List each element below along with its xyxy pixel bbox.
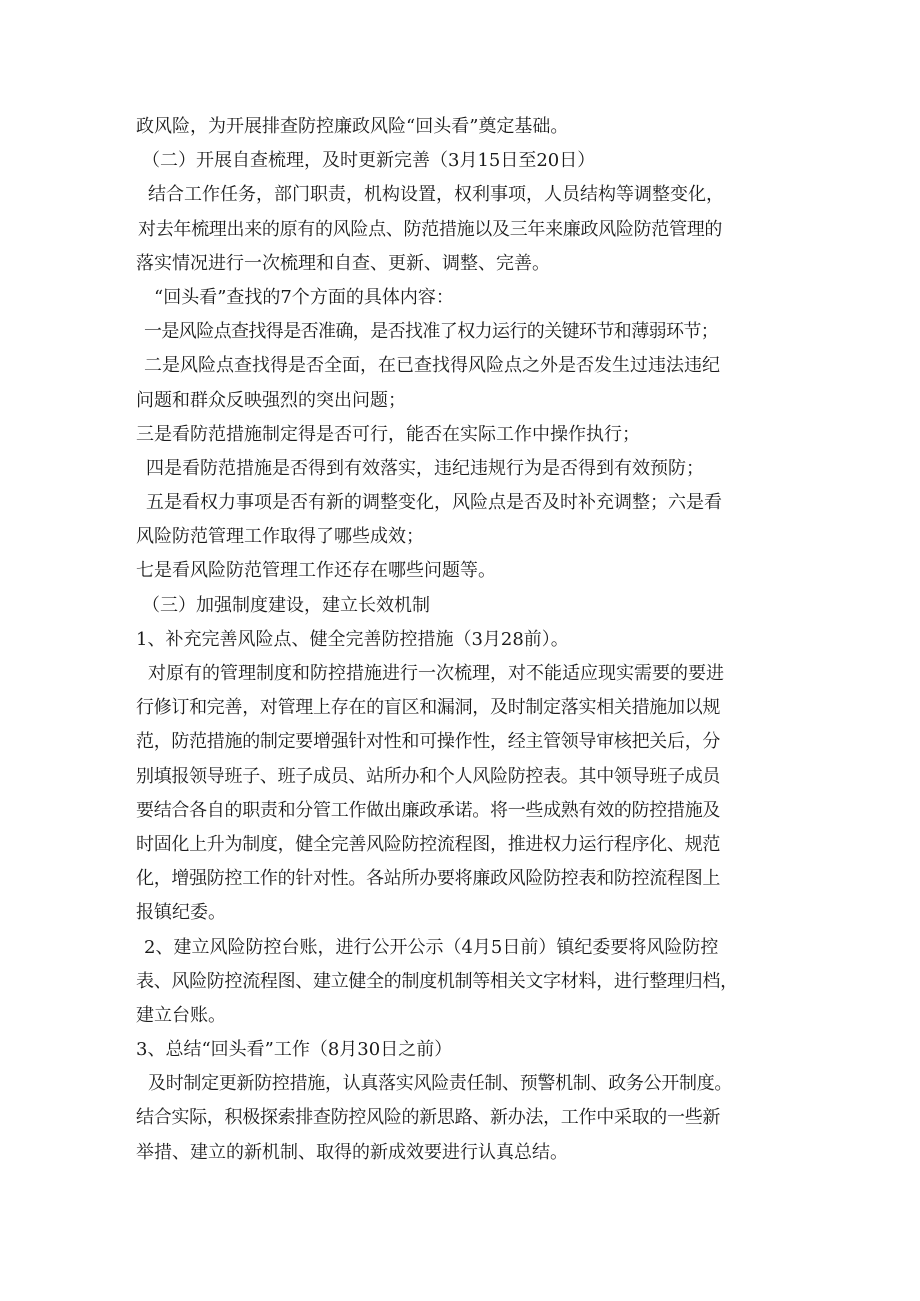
document-body [136,110,796,1170]
text-line: 结合工作任务，部门职责，机构设置，权利事项，人员结构等调整变化， [148,184,724,206]
text-line: 及时制定更新防控措施，认真落实风险责任制、预警机制、政务公开制度。 [148,1073,733,1095]
text-line: 别填报领导班子、班子成员、站所办和个人风险防控表。其中领导班子成员 [136,765,721,787]
text-line: 范，防范措施的制定要增强针对性和可操作性，经主管领导审核把关后，分 [136,731,721,753]
text-line: 对去年梳理出来的原有的风险点、防范措施以及三年来廉政风险防范管理的 [138,218,723,240]
text-line: 要结合各自的职责和分管工作做出廉政承诺。将一些成熟有效的防控措施及 [136,799,721,821]
text-line: 对原有的管理制度和防控措施进行一次梳理，对不能适应现实需要的要进 [148,663,724,684]
subsection-heading: 1、补充完善风险点、健全完善防控措施（3月28前）。 [136,628,569,650]
text-line: 落实情况进行一次梳理和自查、更新、调整、完善。 [136,252,550,274]
subsection-heading: 3、总结“回头看”工作（8月30日之前） [136,1039,453,1061]
text-line: 七是看风险防范管理工作还存在哪些问题等。 [136,560,496,582]
text-line: 三是看防范措施制定得是否可行，能否在实际工作中操作执行； [136,423,640,445]
text-line: 二是风险点查找得是否全面，在已查找得风险点之外是否发生过违法违纪 [144,355,720,377]
text-line: 一是风险点查找得是否准确，是否找准了权力运行的关键环节和薄弱环节； [144,321,719,343]
text-line: 五是看权力事项是否有新的调整变化，风险点是否及时补充调整；六是看 [146,492,722,514]
text-line: 结合实际，积极探索排查防控风险的新思路、新办法，工作中采取的一些新 [136,1107,721,1129]
text-line: 政风险，为开展排查防控廉政风险“回头看”奠定基础。 [136,116,569,137]
subsection-heading: 2、建立风险防控台账，进行公开公示（4月5日前）镇纪委要将风险防控 [144,936,719,958]
text-line: 表、风险防控流程图、建立健全的制度机制等相关文字材料，进行整理归档， [136,970,738,992]
text-line: 举措、建立的新机制、取得的新成效要进行认真总结。 [136,1141,568,1163]
text-line: 化，增强防控工作的针对性。各站所办要将廉政风险防控表和防控流程图上 [136,868,721,890]
text-line: 问题和群众反映强烈的突出问题； [136,389,406,411]
text-line: 时固化上升为制度，健全完善风险防控流程图，推进权力运行程序化、规范 [136,833,721,855]
text-line: 风险防范管理工作取得了哪些成效； [136,526,424,548]
text-line: 报镇纪委。 [136,902,226,924]
section-heading: （三）加强制度建设，建立长效机制 [142,594,430,616]
text-line: 建立台账。 [136,1004,226,1026]
text-line: “回头看”查找的7个方面的具体内容： [154,286,454,308]
text-line: 四是看防范措施是否得到有效落实，违纪违规行为是否得到有效预防； [146,457,704,479]
text-line: 行修订和完善，对管理上存在的盲区和漏洞，及时制定落实相关措施加以规 [136,697,721,719]
section-heading: （二）开展自查梳理，及时更新完善（3月15日至20日） [142,150,596,172]
